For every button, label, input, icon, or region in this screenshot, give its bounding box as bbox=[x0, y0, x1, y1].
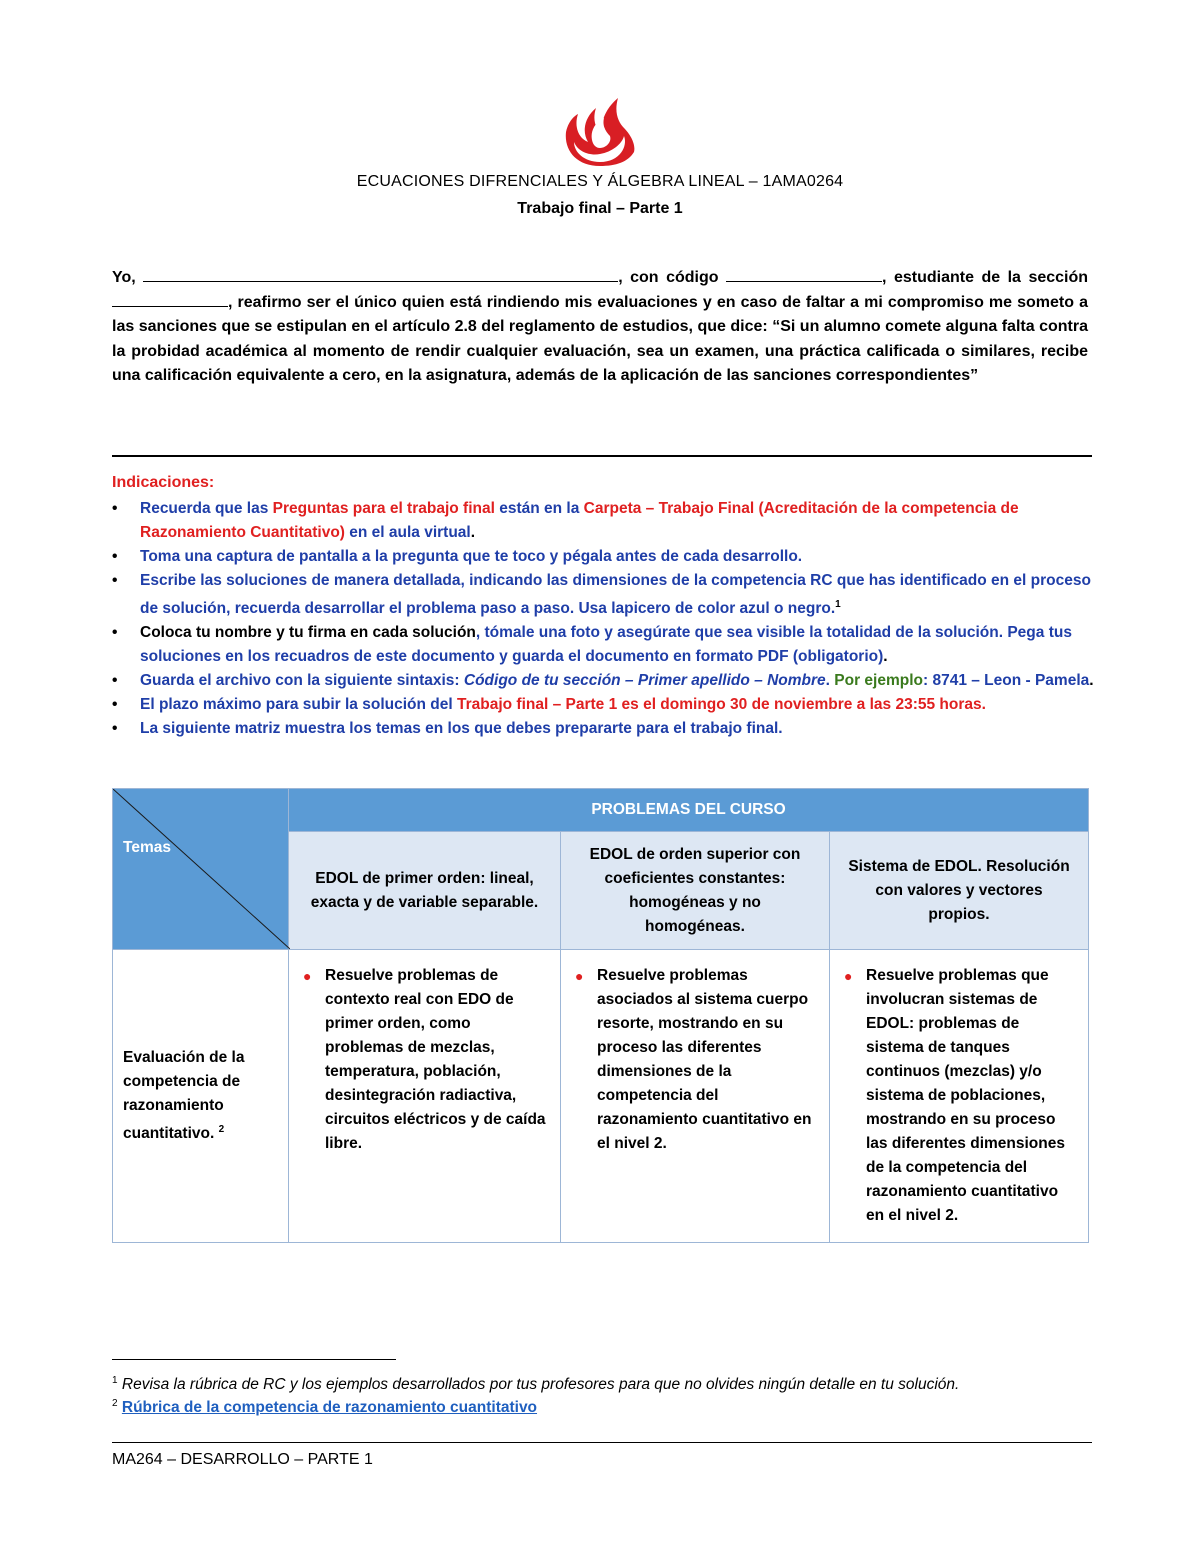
matrix-cell-3 bbox=[830, 950, 1089, 1243]
bullet-icon: ● bbox=[575, 968, 584, 984]
cell1-text: Resuelve problemas de contexto real con EDO de primer orden, como problemas de mezclas, temperatura, población, desintegración radiactiva, circuitos eléctricos y de caída libre. bbox=[325, 967, 546, 1152]
ind1-text-a: Recuerda que las bbox=[140, 500, 273, 517]
footnote-ref-1[interactable]: 1 bbox=[835, 599, 841, 610]
footnote-divider bbox=[112, 1359, 396, 1360]
cell3-text: Resuelve problemas que involucran sistemas de EDOL: problemas de sistema de tanques continuos (mezclas) y/o sistema de poblaciones, mostrando en su proceso las diferentes dimensiones de la competencia del razonamiento cuantitativo en el nivel 2. bbox=[866, 967, 1065, 1224]
bullet-icon: • bbox=[112, 500, 118, 517]
matrix-corner bbox=[113, 789, 289, 950]
pledge-text-3: , estudiante de la sección bbox=[882, 269, 1089, 286]
upc-flame-logo bbox=[562, 92, 638, 168]
bullet-icon: ● bbox=[303, 968, 312, 984]
section-divider bbox=[112, 455, 1092, 457]
ind7-text: La siguiente matriz muestra los temas en los que debes prepararte para el trabajo final. bbox=[140, 720, 783, 738]
bullet-icon: • bbox=[112, 548, 118, 565]
course-title: ECUACIONES DIFRENCIALES Y ÁLGEBRA LINEAL – 1AMA0264 bbox=[356, 173, 844, 190]
document-subtitle: Trabajo final – Parte 1 bbox=[517, 200, 683, 217]
list-item bbox=[112, 669, 1102, 693]
cell2-text: Resuelve problemas asociados al sistema cuerpo resorte, mostrando en su proceso las diferentes dimensiones de la competencia del razonamiento cuantitativo en el nivel 2. bbox=[597, 967, 812, 1152]
list-item bbox=[112, 621, 1102, 669]
bullet-icon: ● bbox=[844, 968, 853, 984]
page-footer: MA264 – DESARROLLO – PARTE 1 bbox=[112, 1451, 373, 1468]
ind5-text-e: : 8741 – Leon - Pamela bbox=[922, 672, 1090, 690]
footnote-ref-2[interactable]: 2 bbox=[218, 1123, 225, 1135]
footnote-1 bbox=[112, 1375, 959, 1394]
indications-title: Indicaciones: bbox=[112, 474, 215, 491]
temas-label: Temas bbox=[123, 839, 171, 856]
ind5-text-f: . bbox=[1089, 672, 1094, 690]
ind5-text-b: Código de tu sección – Primer apellido – Nombre bbox=[463, 672, 826, 690]
section-blank[interactable] bbox=[112, 292, 228, 307]
col-header-2: EDOL de orden superior con coeficientes constantes: homogéneas y no homogéneas. bbox=[561, 832, 830, 950]
pledge-text-1: Yo, bbox=[112, 269, 136, 286]
ind1-text-b: Preguntas para el trabajo final bbox=[272, 500, 495, 517]
bullet-icon: • bbox=[112, 624, 118, 642]
list-item bbox=[112, 717, 1102, 741]
code-blank[interactable] bbox=[726, 267, 882, 282]
ind6-text-a: El plazo máximo para subir la solución del bbox=[140, 696, 457, 714]
list-item bbox=[112, 693, 1102, 717]
list-item bbox=[112, 545, 1102, 569]
list-item bbox=[112, 569, 1102, 621]
col-header-1: EDOL de primer orden: lineal, exacta y de variable separable. bbox=[289, 832, 561, 950]
footer-divider bbox=[112, 1442, 1092, 1443]
name-blank[interactable] bbox=[143, 267, 618, 282]
bullet-icon: • bbox=[112, 572, 118, 589]
ind6-text-c: es el domingo 30 de noviembre a las 23:55 horas. bbox=[617, 696, 986, 714]
ind5-text-d: Por ejemplo bbox=[834, 672, 923, 690]
ind1-text-e: en el aula virtual bbox=[344, 524, 471, 541]
ind4-text-a: Coloca tu nombre y tu firma en cada solución bbox=[140, 624, 476, 642]
topics-matrix bbox=[112, 788, 1089, 1243]
pledge-text-4: , reafirmo ser el único quien está rindiendo mis evaluaciones y en caso de faltar a mi compromiso me someto a las sanciones que se estipulan en el artículo 2.8 del reglamento de estudios, que dice: “Si un alumno comete alguna falta contra la probidad académica al momento de rendir cualquier evaluación, sea un examen, una práctica calificada o similares, recibe una calificación equivalente a cero, en la asignatura, además de la aplicación de las sanciones correspondientes” bbox=[112, 293, 1088, 385]
row-label bbox=[113, 950, 289, 1243]
ind6-text-b: Trabajo final – Parte 1 bbox=[456, 696, 618, 714]
matrix-cell-2 bbox=[561, 950, 830, 1243]
bullet-icon: • bbox=[112, 696, 118, 714]
ind3-text: Escribe las soluciones de manera detallada, indicando las dimensiones de la competencia RC que has identificado en el proceso de solución, recuerda desarrollar el problema paso a paso. Usa lapicero de color azul o negro. bbox=[140, 572, 1091, 618]
bullet-icon: • bbox=[112, 672, 118, 690]
bullet-icon: • bbox=[112, 720, 118, 738]
matrix-cell-1 bbox=[289, 950, 561, 1243]
ind1-text-f: . bbox=[470, 524, 476, 541]
indications-list bbox=[112, 497, 1102, 741]
ind1-text-d: Carpeta – Trabajo Final (Acreditación de la competencia de Razonamiento Cuantitativo) bbox=[140, 500, 1019, 541]
footnote-1-number: 1 bbox=[112, 1375, 118, 1386]
col-header-3: Sistema de EDOL. Resolución con valores y vectores propios. bbox=[830, 832, 1089, 950]
ind4-text-b: , tómale una foto y asegúrate que sea visible la totalidad de la solución. Pega tus soluciones en los recuadros de este documento y guarda el documento en formato PDF (obligatorio) bbox=[140, 624, 1072, 666]
ind4-text-c: . bbox=[883, 648, 888, 666]
ind5-text-a: Guarda el archivo con la siguiente sintaxis: bbox=[140, 672, 464, 690]
list-item bbox=[112, 497, 1102, 545]
academic-integrity-pledge bbox=[112, 266, 1088, 389]
ind2-text: Toma una captura de pantalla a la pregunta que te toco y pégala antes de cada desarrollo. bbox=[140, 548, 803, 565]
footnote-2 bbox=[112, 1398, 537, 1417]
row-label-text: Evaluación de la competencia de razonamiento cuantitativo. bbox=[123, 1048, 245, 1143]
ind1-text-c: están en la bbox=[494, 500, 584, 517]
footnote-1-text: Revisa la rúbrica de RC y los ejemplos desarrollados por tus profesores para que no olvides ningún detalle en tu solución. bbox=[121, 1376, 960, 1394]
footnote-2-number: 2 bbox=[112, 1398, 118, 1409]
ind5-text-c: . bbox=[825, 672, 835, 690]
diagonal-line bbox=[113, 789, 290, 949]
pledge-text-2: , con código bbox=[618, 269, 719, 286]
rubric-link[interactable]: Rúbrica de la competencia de razonamiento cuantitativo bbox=[121, 1399, 538, 1417]
problems-header: PROBLEMAS DEL CURSO bbox=[289, 789, 1089, 832]
